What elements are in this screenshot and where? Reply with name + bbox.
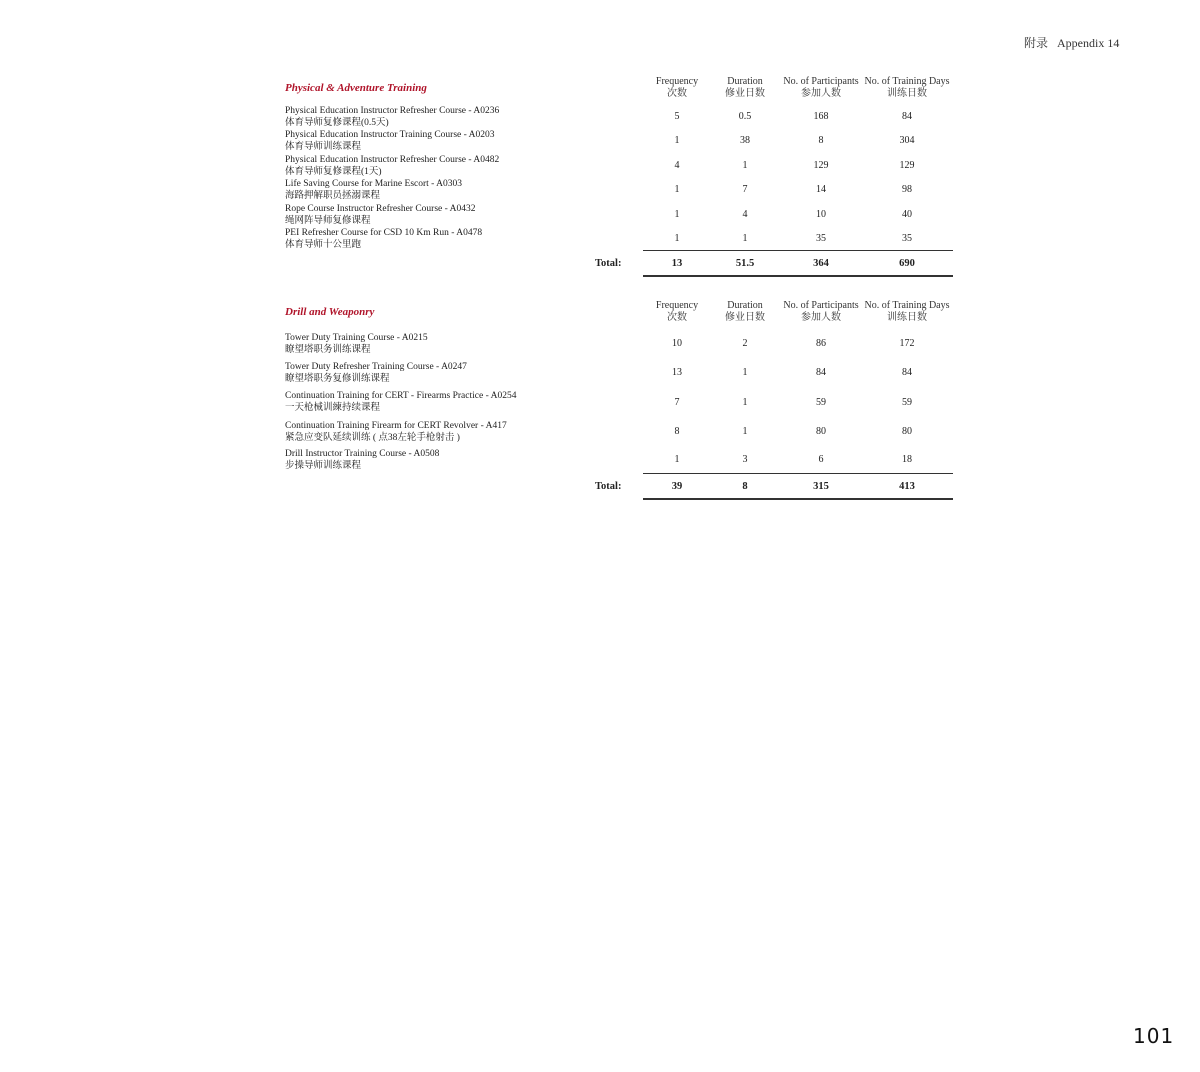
col-head-duration: Duration 修业日数 [725, 300, 765, 323]
cell-participants: 129 [813, 160, 829, 171]
cell-duration: 3 [742, 454, 748, 465]
cell-frequency: 1 [674, 184, 680, 195]
total-top-rule [643, 473, 953, 474]
cell-training-days: 40 [902, 209, 912, 220]
section-drill-weaponry [285, 300, 955, 505]
cell-training-days: 59 [902, 397, 912, 408]
cell-duration: 2 [742, 338, 748, 349]
cell-training-days: 84 [902, 367, 912, 378]
table-row [285, 420, 955, 444]
cell-duration: 7 [742, 184, 748, 195]
cell-participants: 35 [816, 233, 826, 244]
table-row [285, 361, 955, 385]
cell-frequency: 5 [674, 111, 680, 122]
course-name: Tower Duty Refresher Training Course - A0247 瞭望塔职务复修训练课程 [285, 362, 467, 384]
total-training-days: 690 [899, 258, 915, 269]
header-en: Appendix 14 [1057, 36, 1120, 50]
cell-duration: 1 [742, 426, 748, 437]
cell-frequency: 8 [674, 426, 680, 437]
course-name: Drill Instructor Training Course - A0508 步操导师训练课程 [285, 449, 440, 471]
course-name: Life Saving Course for Marine Escort - A0303 海路押解职员拯溺课程 [285, 179, 463, 201]
cell-participants: 80 [816, 426, 826, 437]
cell-participants: 8 [818, 135, 824, 146]
cell-participants: 10 [816, 209, 826, 220]
total-label: Total: [595, 258, 622, 269]
cell-participants: 84 [816, 367, 826, 378]
course-name: PEI Refresher Course for CSD 10 Km Run - A0478 体育导师十公里跑 [285, 228, 483, 250]
cell-participants: 6 [818, 454, 824, 465]
section-title: Physical & Adventure Training [285, 82, 427, 94]
table-row [285, 129, 955, 153]
table-row [285, 154, 955, 178]
cell-training-days: 18 [902, 454, 912, 465]
page-number: 101 [1133, 1024, 1175, 1048]
total-frequency: 13 [671, 258, 683, 269]
course-name: Continuation Training for CERT - Firearms Practice - A0254 一天枪械训練持续课程 [285, 391, 517, 413]
total-participants: 364 [813, 258, 829, 269]
cell-participants: 14 [816, 184, 826, 195]
cell-duration: 4 [742, 209, 748, 220]
col-head-participants: No. of Participants 参加人数 [783, 300, 859, 323]
cell-duration: 1 [742, 367, 748, 378]
total-participants: 315 [813, 481, 829, 492]
table-row [285, 105, 955, 129]
col-head-participants: No. of Participants 参加人数 [783, 76, 859, 99]
total-duration: 8 [742, 481, 748, 492]
section-title: Drill and Weaponry [285, 306, 375, 318]
course-name: Physical Education Instructor Refresher Course - A0236 体育导师复修课程(0.5天) [285, 106, 500, 128]
cell-frequency: 1 [674, 233, 680, 244]
cell-training-days: 84 [902, 111, 912, 122]
col-head-frequency: Frequency 次数 [655, 76, 699, 99]
col-head-training-days: No. of Training Days 训练日数 [864, 300, 950, 323]
cell-participants: 86 [816, 338, 826, 349]
table-row [285, 227, 955, 251]
cell-training-days: 172 [899, 338, 915, 349]
cell-training-days: 304 [899, 135, 915, 146]
cell-duration: 0.5 [738, 111, 752, 122]
section-physical-adventure [285, 76, 955, 281]
cell-participants: 59 [816, 397, 826, 408]
cell-duration: 1 [742, 397, 748, 408]
cell-duration: 38 [740, 135, 750, 146]
cell-frequency: 7 [674, 397, 680, 408]
course-name: Continuation Training Firearm for CERT Revolver - A417 紧急应变队延续训练 ( 点38左轮手枪射击 ) [285, 421, 507, 443]
total-training-days: 413 [899, 481, 915, 492]
cell-frequency: 10 [672, 338, 682, 349]
cell-participants: 168 [813, 111, 829, 122]
total-label: Total: [595, 481, 622, 492]
col-head-frequency: Frequency 次数 [655, 300, 699, 323]
total-frequency: 39 [671, 481, 683, 492]
total-bottom-rule [643, 498, 953, 500]
total-bottom-rule [643, 275, 953, 277]
cell-training-days: 35 [902, 233, 912, 244]
col-head-duration: Duration 修业日数 [725, 76, 765, 99]
total-duration: 51.5 [735, 258, 755, 269]
cell-frequency: 13 [672, 367, 682, 378]
cell-frequency: 4 [674, 160, 680, 171]
course-name: Rope Course Instructor Refresher Course - A0432 绳网阵导师复修课程 [285, 204, 476, 226]
cell-training-days: 129 [899, 160, 915, 171]
cell-frequency: 1 [674, 135, 680, 146]
table-row [285, 390, 955, 414]
cell-training-days: 98 [902, 184, 912, 195]
cell-frequency: 1 [674, 454, 680, 465]
course-name: Tower Duty Training Course - A0215 瞭望塔职务训练课程 [285, 333, 428, 355]
cell-training-days: 80 [902, 426, 912, 437]
cell-frequency: 1 [674, 209, 680, 220]
page-header [1024, 34, 1119, 51]
table-row [285, 332, 955, 356]
course-name: Physical Education Instructor Training Course - A0203 体育导师训练课程 [285, 130, 495, 152]
course-name: Physical Education Instructor Refresher Course - A0482 体育导师复修课程(1天) [285, 155, 500, 177]
table-row [285, 178, 955, 202]
table-row [285, 448, 955, 472]
header-zh: 附录 [1024, 36, 1049, 50]
col-head-training-days: No. of Training Days 训练日数 [864, 76, 950, 99]
table-row [285, 203, 955, 227]
total-top-rule [643, 250, 953, 251]
cell-duration: 1 [742, 233, 748, 244]
cell-duration: 1 [742, 160, 748, 171]
